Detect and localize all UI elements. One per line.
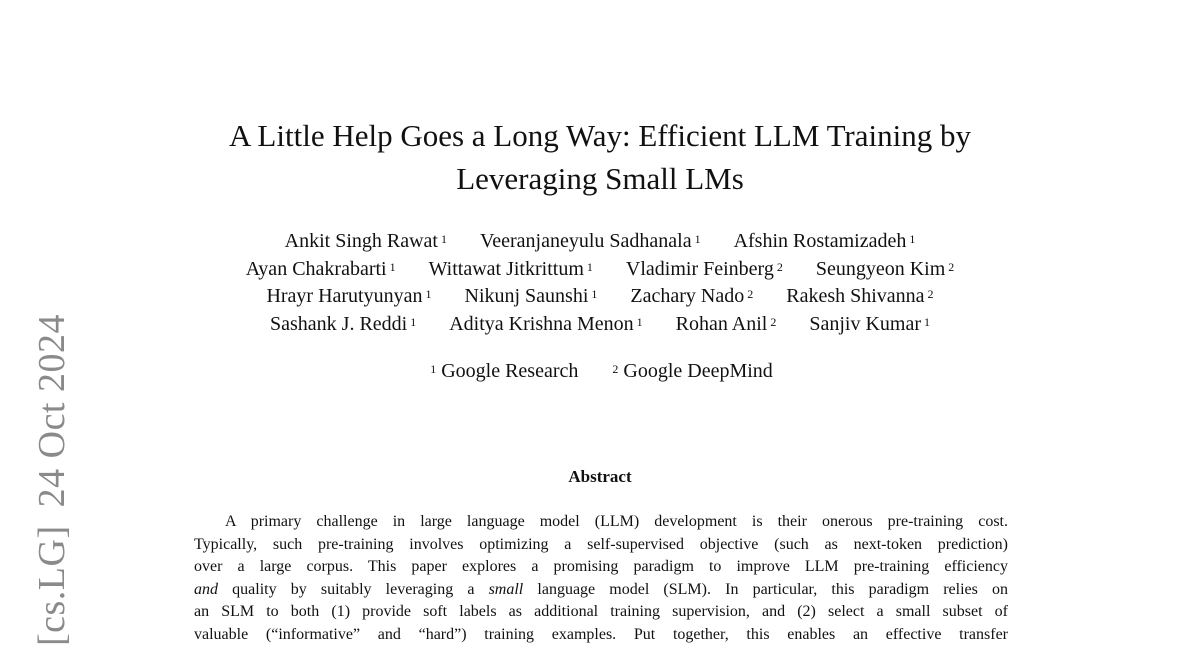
author-line: [150, 228, 1050, 256]
author: Nikunj Saunshi $^1$: [464, 285, 598, 307]
affiliation: $^2$ Google DeepMind: [612, 360, 773, 382]
abstract-line: valuable (“informative” and “hard”) training examples. Put together, this enables an effective transfer: [194, 625, 1008, 643]
arxiv-date: 24 Oct 2024: [31, 314, 73, 508]
author-list: [150, 228, 1050, 338]
author: Ayan Chakrabarti $^1$: [245, 257, 396, 280]
author-line: [150, 256, 1050, 284]
abstract-line: over a large corpus. This paper explores a promising paradigm to improve LLM pre-training efficiency: [194, 558, 1008, 576]
author: Ankit Singh Rawat $^1$: [284, 230, 447, 252]
author: Veeranjaneyulu Sadhanala $^1$: [480, 230, 701, 252]
author: Rohan Anil $^2$: [675, 312, 777, 335]
title-line-1: A Little Help Goes a Long Way: Efficient LLM Training by: [229, 118, 971, 153]
author: Vladimir Feinberg $^2$: [625, 257, 783, 280]
author: Wittawat Jitkrittum $^1$: [428, 257, 593, 280]
abstract-line: A primary challenge in large language model (LLM) development is their onerous pre-training cost.: [225, 513, 1008, 530]
author-line: [150, 283, 1050, 311]
paper-title: [150, 114, 1050, 200]
author: Zachary Nado $^2$: [630, 285, 754, 307]
author: Sanjiv Kumar $^1$: [809, 312, 930, 335]
author: Hrayr Harutyunyan $^1$: [266, 285, 432, 307]
arxiv-stamp: [30, 314, 74, 646]
arxiv-category: [cs.LG]: [31, 525, 73, 646]
author-line: [150, 311, 1050, 339]
abstract-line: and quality by suitably leveraging a small language model (SLM). In particular, this paradigm relies on: [194, 580, 1008, 598]
abstract-body: [194, 511, 1008, 647]
affiliations: [150, 358, 1050, 385]
author: Sashank J. Reddi $^1$: [270, 312, 417, 335]
author: Afshin Rostamizadeh $^1$: [733, 230, 916, 252]
abstract-line: an SLM to both (1) provide soft labels as additional training supervision, and (2) select a small subset of: [194, 603, 1008, 621]
author: Rakesh Shivanna $^2$: [786, 285, 934, 307]
author: Seungyeon Kim $^2$: [815, 257, 955, 280]
author: Aditya Krishna Menon $^1$: [449, 312, 643, 335]
title-line-2: Leveraging Small LMs: [456, 161, 744, 196]
abstract-line: Typically, such pre-training involves optimizing a self-supervised objective (such as next-token prediction): [194, 535, 1008, 553]
abstract-heading: Abstract: [568, 467, 632, 486]
affiliation: $^1$ Google Research: [430, 360, 579, 382]
